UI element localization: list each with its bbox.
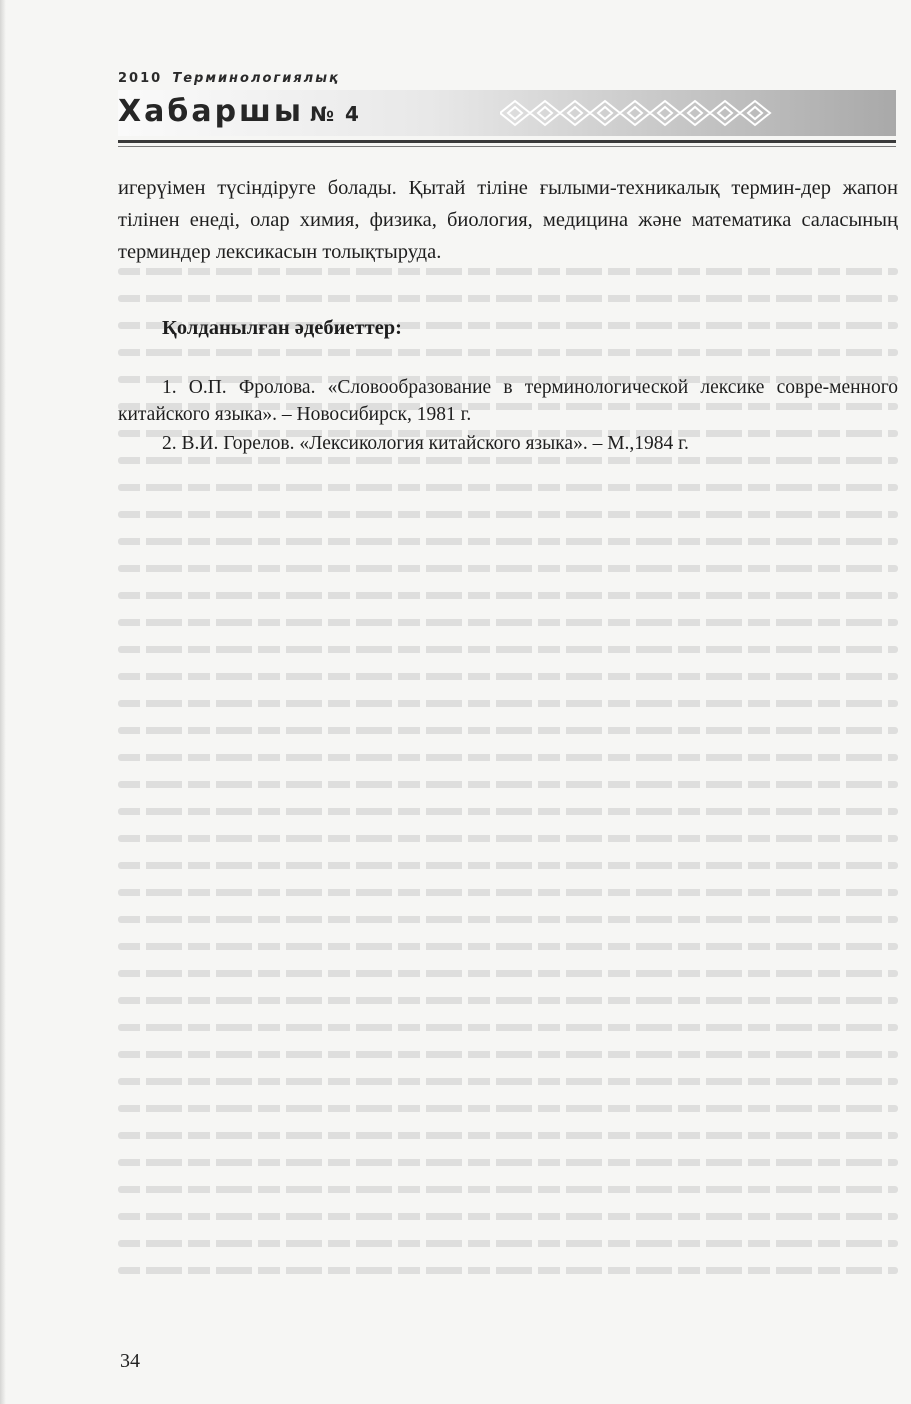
header-band — [118, 90, 896, 136]
journal-header — [118, 70, 896, 147]
ornament-pattern — [500, 98, 790, 128]
header-rule-thick — [118, 140, 896, 143]
page-edge-shadow — [0, 0, 6, 1404]
main-content — [118, 172, 898, 459]
reference-item-2: 2. В.И. Горелов. «Лексикология китайского языка». – М.,1984 г. — [162, 433, 689, 454]
header-issue: № 4 — [310, 102, 361, 126]
body-paragraph: игерүімен түсіндіруге болады. Қытай тіліне ғылыми-техникалық термин-дер жапон тілінен енеді, олар химия, физика, биология, медицина және математика саласының терминдер лексикасын толықтыруда. — [118, 177, 898, 263]
references-heading: Қолданылған әдебиеттер: — [162, 317, 402, 339]
header-top-line — [118, 70, 896, 88]
header-journal-title: Хабаршы — [118, 94, 305, 129]
page-number: 34 — [120, 1350, 140, 1372]
header-journal-top: Терминологиялық — [172, 71, 340, 86]
reference-item-1: 1. О.П. Фролова. «Словообразование в терминологической лексике совре-менного китайского языка». – Новосибирск, 1981 г. — [118, 377, 898, 425]
references-list — [118, 374, 898, 457]
header-rule-thin — [118, 146, 896, 147]
header-year: 2010 — [118, 71, 163, 86]
